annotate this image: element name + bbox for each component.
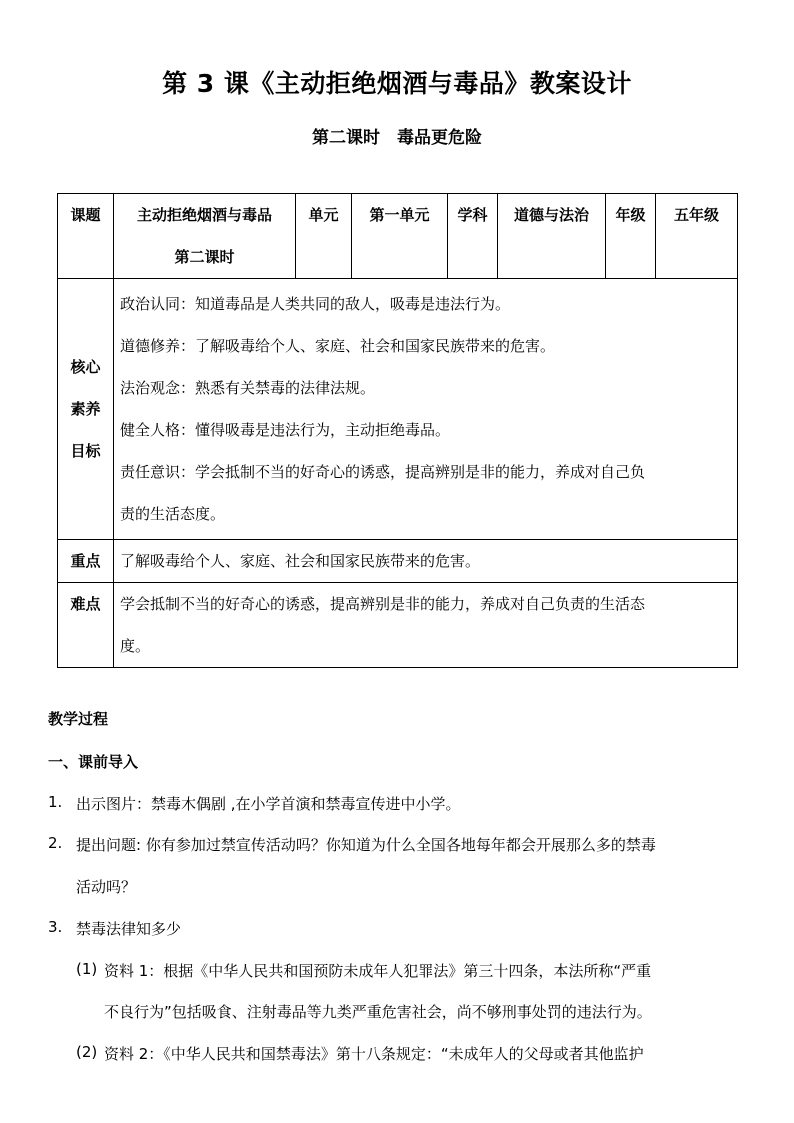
core-label <box>58 279 114 540</box>
lesson-info-table <box>57 193 738 668</box>
sub-item-1-number: (1) <box>76 960 98 978</box>
key-text-line: 了解吸毒给个人、家庭、社会和国家民族带来的危害。 <box>120 552 481 570</box>
core-goal-item: 责的生活态度。 <box>120 505 226 523</box>
core-goals <box>114 279 738 540</box>
topic-line-2: 第二课时 <box>174 248 235 266</box>
sub-item-1-line-2: 不良行为”包括吸食、注射毒品等九类严重危害社会，尚不够刑事处罚的违法行为。 <box>104 1003 652 1021</box>
unit-label: 单元 <box>296 194 352 279</box>
section-intro-heading: 一、课前导入 <box>48 753 139 771</box>
topic-label: 课题 <box>58 194 114 279</box>
grade-value: 五年级 <box>656 194 738 279</box>
item-2-text-line-2: 活动吗？ <box>76 878 137 896</box>
core-goal-item: 责任意识：学会抵制不当的好奇心的诱惑，提高辨别是非的能力，养成对自己负 <box>120 463 646 481</box>
table-row-topic <box>58 194 738 279</box>
core-goal-item: 政治认同：知道毒品是人类共同的敌人，吸毒是违法行为。 <box>120 295 511 313</box>
item-2-number: 2. <box>48 834 63 852</box>
table-row-core <box>58 279 738 540</box>
difficult-line-2: 度。 <box>120 637 151 655</box>
unit-value: 第一单元 <box>352 194 448 279</box>
document-subtitle: 第二课时 毒品更危险 <box>312 128 482 148</box>
difficult-label: 难点 <box>58 583 114 668</box>
key-text <box>114 540 738 583</box>
item-1-text: 出示图片：禁毒木偶剧 ,在小学首演和禁毒宣传进中小学。 <box>76 795 461 813</box>
table-row-key <box>58 540 738 583</box>
core-label-line-3: 目标 <box>70 442 101 460</box>
subject-value: 道德与法治 <box>498 194 606 279</box>
key-label: 重点 <box>58 540 114 583</box>
subject-label: 学科 <box>448 194 498 279</box>
difficult-text <box>114 583 738 668</box>
core-goal-item: 道德修养：了解吸毒给个人、家庭、社会和国家民族带来的危害。 <box>120 337 556 355</box>
difficult-line-1: 学会抵制不当的好奇心的诱惑，提高辨别是非的能力，养成对自己负责的生活态 <box>120 595 646 613</box>
sub-item-1-line-1: 资料 1：根据《中华人民共和国预防未成年人犯罪法》第三十四条，本法所称“严重 <box>104 962 652 980</box>
grade-label: 年级 <box>606 194 656 279</box>
table-row-difficult <box>58 583 738 668</box>
sub-item-2-line-1: 资料 2：《中华人民共和国禁毒法》第十八条规定：“未成年人的父母或者其他监护 <box>104 1045 644 1063</box>
sub-item-2-number: (2) <box>76 1043 98 1061</box>
core-label-line-1: 核心 <box>70 358 101 376</box>
core-label-line-2: 素养 <box>70 400 101 418</box>
document-title: 第 3 课《主动拒绝烟酒与毒品》教案设计 <box>162 69 632 98</box>
core-goal-item: 法治观念：熟悉有关禁毒的法律法规。 <box>120 379 376 397</box>
core-goal-item: 健全人格：懂得吸毒是违法行为，主动拒绝毒品。 <box>120 421 451 439</box>
item-3-text: 禁毒法律知多少 <box>76 920 182 938</box>
item-1-number: 1. <box>48 793 63 811</box>
item-2-text-line-1: 提出问题: 你有参加过禁宣传活动吗？你知道为什么全国各地每年都会开展那么多的禁毒 <box>76 836 656 854</box>
item-3-number: 3. <box>48 918 63 936</box>
process-heading: 教学过程 <box>48 710 109 728</box>
topic-line-1: 主动拒绝烟酒与毒品 <box>136 206 272 224</box>
topic-value <box>114 194 296 279</box>
